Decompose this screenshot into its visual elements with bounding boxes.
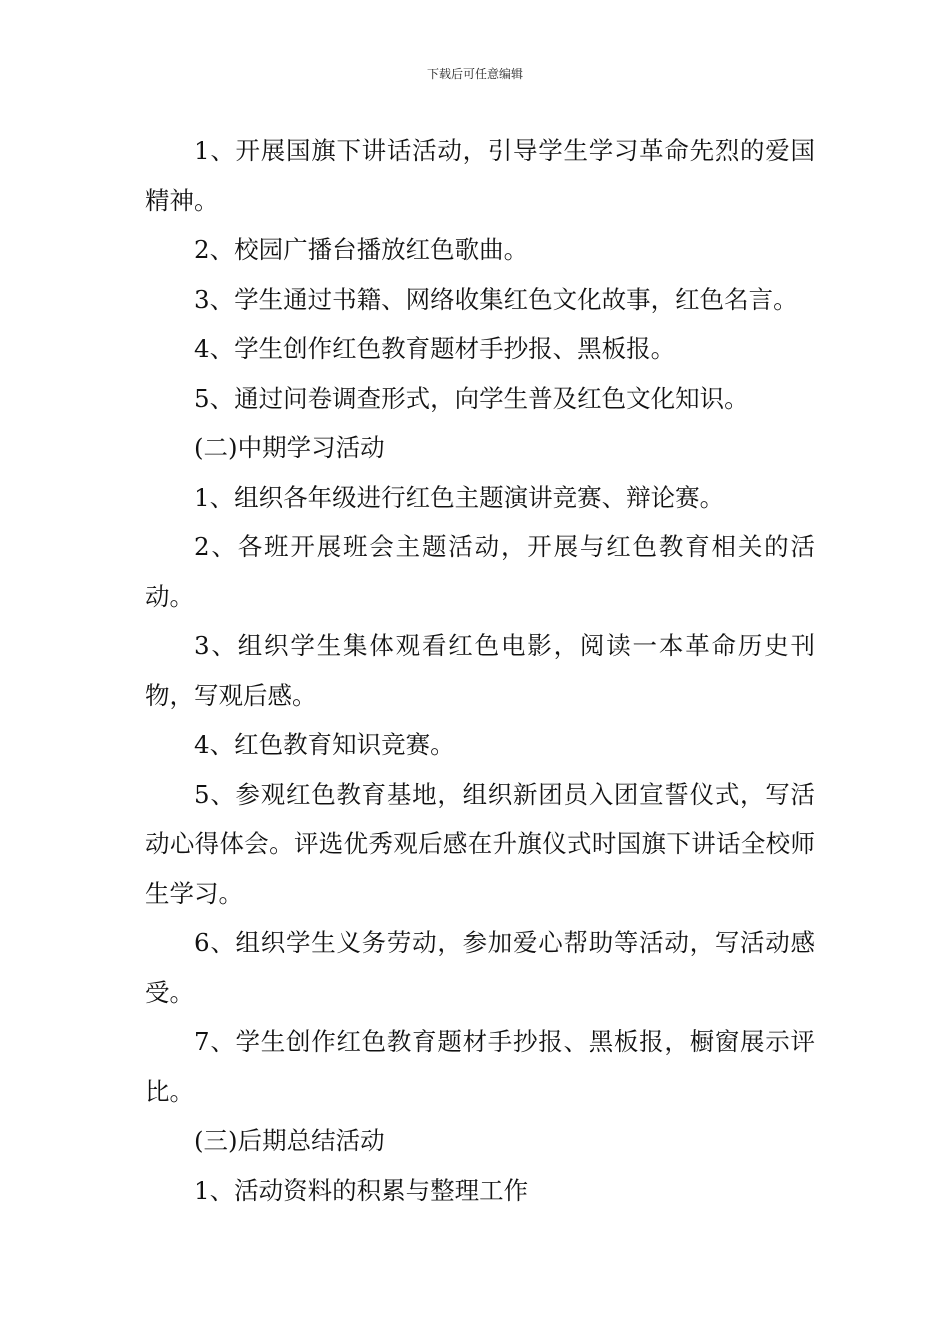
section-heading-midterm: (二)中期学习活动 <box>194 433 385 462</box>
paragraph-7: 2、各班开展班会主题活动，开展与红色教育相关的活动。 <box>145 532 815 611</box>
paragraph-8: 3、组织学生集体观看红色电影，阅读一本革命历史刊物，写观后感。 <box>145 631 815 710</box>
paragraph-2: 2、校园广播台播放红色歌曲。 <box>194 235 529 264</box>
paragraph-11: 6、组织学生义务劳动，参加爱心帮助等活动，写活动感受。 <box>145 928 815 1007</box>
paragraph-6: 1、组织各年级进行红色主题演讲竞赛、辩论赛。 <box>194 482 725 512</box>
paragraph-13: 1、活动资料的积累与整理工作 <box>194 1175 529 1205</box>
paragraph-3: 3、学生通过书籍、网络收集红色文化故事，红色名言。 <box>194 284 798 314</box>
section-heading-final: (三)后期总结活动 <box>194 1126 385 1155</box>
paragraph-5: 5、通过问卷调查形式，向学生普及红色文化知识。 <box>194 383 749 413</box>
paragraph-9: 4、红色教育知识竞赛。 <box>194 730 455 759</box>
paragraph-12: 7、学生创作红色教育题材手抄报、黑板报，橱窗展示评比。 <box>145 1027 815 1106</box>
header-note: 下载后可任意编辑 <box>426 67 523 81</box>
paragraph-10: 5、参观红色教育基地，组织新团员入团宣誓仪式，写活动心得体会。评选优秀观后感在升旗仪式时国旗下讲话全校师生学习。 <box>145 779 815 908</box>
paragraph-4: 4、学生创作红色教育题材手抄报、黑板报。 <box>194 334 676 363</box>
paragraph-1: 1、开展国旗下讲话活动，引导学生学习革命先烈的爱国精神。 <box>145 136 815 215</box>
document-body <box>145 126 815 1215</box>
